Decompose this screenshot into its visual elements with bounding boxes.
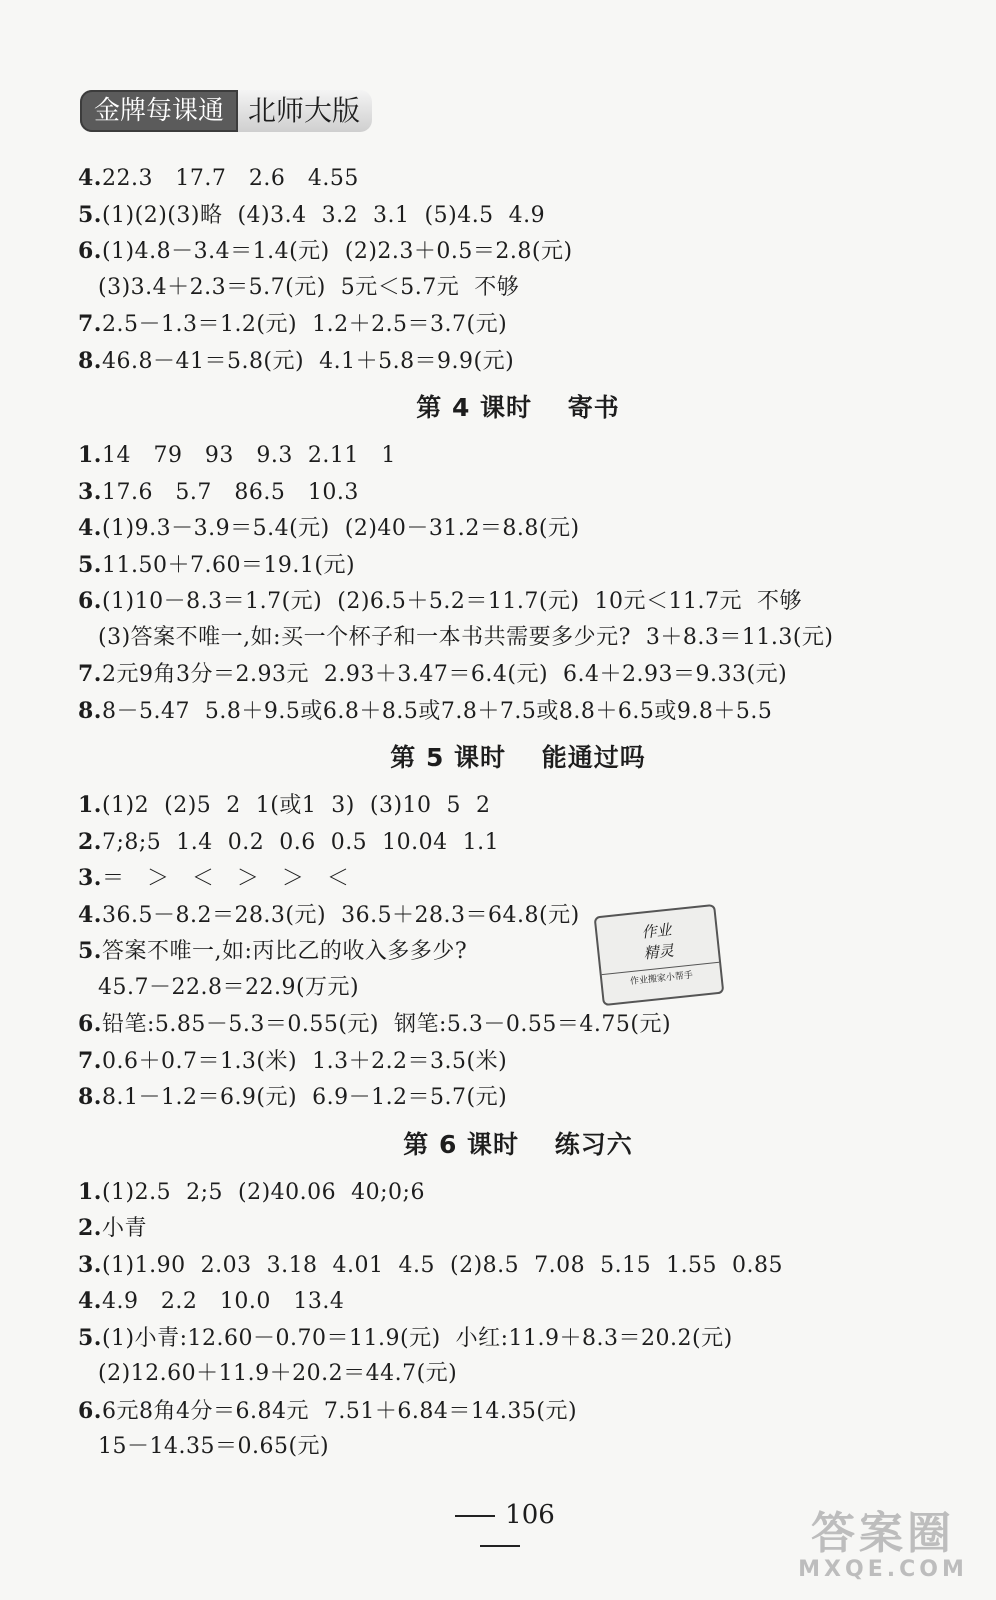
answer-text: (2)12.60＋11.9＋20.2＝44.7(元)	[98, 1361, 458, 1386]
answer-line	[78, 343, 958, 380]
question-number: 3.	[78, 478, 102, 505]
question-number: 5.	[78, 938, 102, 964]
answer-text: 7;8;5 1.4 0.2 0.6 0.5 10.04 1.1	[101, 829, 500, 855]
section-heading: 第 6 课时 练习六	[403, 1129, 633, 1159]
edition-label: 北师大版	[238, 90, 372, 132]
question-number: 1.	[78, 442, 102, 468]
answer-line	[78, 510, 958, 547]
question-number: 1.	[78, 792, 102, 818]
book-header	[80, 88, 372, 134]
answer-text: (1)2.5 2;5 (2)40.06 40;0;6	[101, 1179, 425, 1205]
answer-line	[78, 1320, 958, 1357]
answer-content	[78, 160, 958, 1466]
answer-line	[78, 1247, 958, 1284]
answer-line	[78, 933, 958, 970]
answer-line	[78, 583, 958, 620]
answer-line	[78, 1283, 958, 1320]
question-number: 8.	[78, 347, 102, 374]
dash-left	[455, 1515, 495, 1517]
answer-subline	[78, 970, 958, 1007]
dash-right	[480, 1545, 520, 1547]
answer-text: (3)3.4＋2.3＝5.7(元) 5元＜5.7元 不够	[98, 274, 520, 300]
answer-text: (1)1.90 2.03 3.18 4.01 4.5 (2)8.5 7.08 5.15 1.55 0.85	[101, 1252, 784, 1278]
question-number: 5.	[78, 1324, 102, 1351]
answer-line	[78, 1210, 958, 1247]
answer-text: 小青	[101, 1216, 147, 1241]
question-number: 7.	[78, 661, 102, 687]
answer-line	[78, 1043, 958, 1080]
answer-line	[78, 860, 958, 897]
question-number: 2.	[78, 1215, 102, 1241]
question-number: 4.	[78, 515, 102, 541]
answer-line	[78, 1079, 958, 1116]
stamp-line-3: 作业搬家小帮手	[602, 962, 721, 990]
answer-text: (3)答案不唯一,如:买一个杯子和一本书共需要多少元? 3＋8.3＝11.3(元)	[98, 624, 834, 650]
answer-line	[78, 787, 958, 824]
answer-text: 11.50＋7.60＝19.1(元)	[101, 552, 356, 578]
answer-subline	[78, 1429, 958, 1466]
answer-subline	[78, 620, 958, 657]
watermark-main: 答案圈	[811, 1508, 955, 1559]
answer-line	[78, 1174, 958, 1211]
question-number: 6.	[78, 1397, 102, 1424]
answer-line	[78, 437, 958, 474]
answer-line	[78, 1393, 958, 1430]
page-number-text: 106	[505, 1500, 555, 1530]
question-number: 4.	[78, 1288, 102, 1314]
answer-line	[78, 824, 958, 861]
site-watermark	[788, 1510, 978, 1586]
question-number: 2.	[78, 828, 102, 855]
answer-line	[78, 1006, 958, 1043]
answer-text: 2.5－1.3＝1.2(元) 1.2＋2.5＝3.7(元)	[101, 312, 508, 337]
question-number: 4.	[78, 165, 102, 191]
question-number: 4.	[78, 901, 102, 928]
answer-text: (1)2 (2)5 2 1(或1 3) (3)10 5 2	[101, 793, 491, 818]
answer-line	[78, 474, 958, 511]
answer-subline	[78, 270, 958, 307]
answer-text: (1)小青:12.60－0.70＝11.9(元) 小红:11.9＋8.3＝20.2(元)	[101, 1325, 733, 1351]
question-number: 3.	[78, 865, 102, 891]
question-number: 6.	[78, 1011, 102, 1037]
answer-text: 8－5.47 5.8＋9.5或6.8＋8.5或7.8＋7.5或8.8＋6.5或9.8＋5.5	[101, 698, 773, 724]
answer-text: 6元8角4分＝6.84元 7.51＋6.84＝14.35(元)	[101, 1398, 578, 1424]
answer-text: 4.9 2.2 10.0 13.4	[101, 1289, 345, 1314]
answer-text: (1)(2)(3)略 (4)3.4 3.2 3.1 (5)4.5 4.9	[101, 202, 546, 228]
answer-text: 36.5－8.2＝28.3(元) 36.5＋28.3＝64.8(元)	[101, 902, 580, 928]
answer-text: 14 79 93 9.3 2.11 1	[101, 443, 396, 468]
question-number: 6.	[78, 238, 102, 264]
question-number: 7.	[78, 1047, 102, 1074]
question-number: 3.	[78, 1251, 102, 1278]
answer-text: 17.6 5.7 86.5 10.3	[101, 479, 359, 505]
question-number: 5.	[78, 201, 102, 228]
question-number: 5.	[78, 551, 102, 578]
answer-subline	[78, 1356, 958, 1393]
question-number: 1.	[78, 1178, 102, 1205]
answer-text: 答案不唯一,如:丙比乙的收入多多少?	[101, 939, 468, 964]
stamp-line-2: 精灵	[642, 941, 675, 963]
stamp-line-1: 作业	[640, 920, 673, 942]
zuoye-jingling-stamp	[594, 904, 725, 1006]
section-heading: 第 5 课时 能通过吗	[390, 743, 646, 772]
brand-label: 金牌每课通	[80, 90, 238, 132]
question-number: 6.	[78, 588, 102, 614]
answer-line	[78, 306, 958, 343]
answer-text: ＝ ＞ ＜ ＞ ＞ ＜	[101, 866, 350, 891]
answer-line	[78, 656, 958, 693]
answer-text: 45.7－22.8＝22.9(万元)	[98, 974, 360, 1000]
answer-text: 铅笔:5.85－5.3＝0.55(元) 钢笔:5.3－0.55＝4.75(元)	[101, 1012, 672, 1037]
question-number: 8.	[78, 697, 102, 724]
answer-line	[78, 233, 958, 270]
answer-text: 8.1－1.2＝6.9(元) 6.9－1.2＝5.7(元)	[101, 1085, 508, 1110]
answer-text: 46.8－41＝5.8(元) 4.1＋5.8＝9.9(元)	[101, 348, 515, 374]
answer-line	[78, 160, 958, 197]
question-number: 7.	[78, 311, 102, 337]
answer-text: 22.3 17.7 2.6 4.55	[101, 166, 359, 191]
answer-line	[78, 197, 958, 234]
answer-text: 15－14.35＝0.65(元)	[98, 1434, 330, 1459]
page-number	[420, 1500, 580, 1560]
answer-text: (1)10－8.3＝1.7(元) (2)6.5＋5.2＝11.7(元) 10元＜11.7元 不够	[101, 589, 802, 614]
answer-line	[78, 897, 958, 934]
answer-line	[78, 693, 958, 730]
answer-text: (1)9.3－3.9＝5.4(元) (2)40－31.2＝8.8(元)	[101, 516, 580, 541]
answer-text: 2元9角3分＝2.93元 2.93＋3.47＝6.4(元) 6.4＋2.93＝9.33(元)	[101, 662, 788, 687]
answer-text: 0.6＋0.7＝1.3(米) 1.3＋2.2＝3.5(米)	[101, 1048, 508, 1074]
section-heading: 第 4 课时 寄书	[416, 393, 620, 422]
answer-line	[78, 547, 958, 584]
question-number: 8.	[78, 1084, 102, 1110]
watermark-sub: MXQE.COM	[798, 1557, 968, 1582]
answer-text: (1)4.8－3.4＝1.4(元) (2)2.3＋0.5＝2.8(元)	[101, 239, 573, 264]
